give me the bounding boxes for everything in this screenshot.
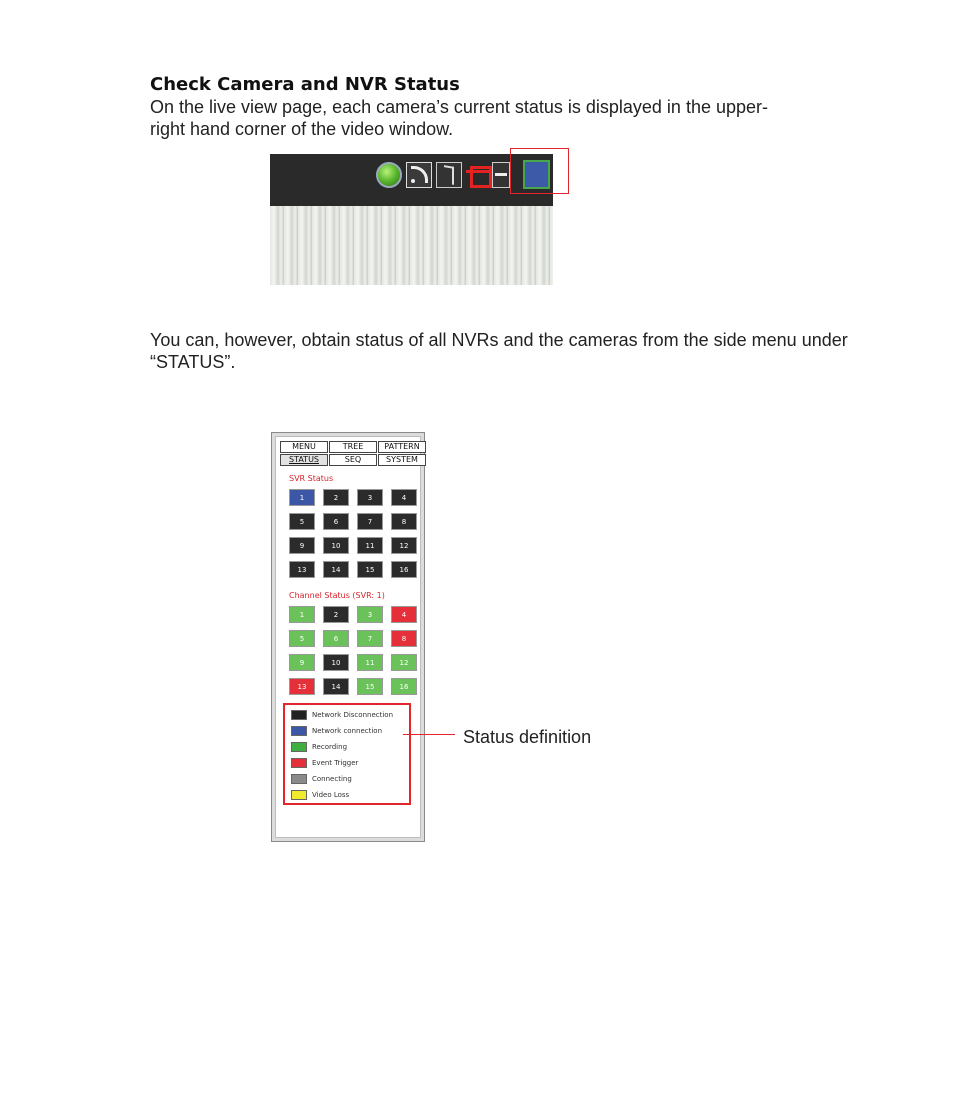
svr-cell-15[interactable]: 15	[357, 561, 383, 578]
channel-cell-2[interactable]: 2	[323, 606, 349, 623]
svr-cell-6[interactable]: 6	[323, 513, 349, 530]
channel-cell-4[interactable]: 4	[391, 606, 417, 623]
legend-item	[291, 725, 382, 736]
channel-cell-8[interactable]: 8	[391, 630, 417, 647]
svr-cell-13[interactable]: 13	[289, 561, 315, 578]
channel-cell-3[interactable]: 3	[357, 606, 383, 623]
tab-seq[interactable]: SEQ	[329, 454, 377, 466]
svr-cell-10[interactable]: 10	[323, 537, 349, 554]
channel-cell-7[interactable]: 7	[357, 630, 383, 647]
svr-cell-1[interactable]: 1	[289, 489, 315, 506]
panel-tabs	[280, 441, 425, 466]
svr-cell-3[interactable]: 3	[357, 489, 383, 506]
svr-cell-14[interactable]: 14	[323, 561, 349, 578]
channel-cell-13[interactable]: 13	[289, 678, 315, 695]
legend-item	[291, 773, 352, 784]
channel-status-title: Channel Status (SVR: 1)	[289, 591, 385, 600]
svr-cell-11[interactable]: 11	[357, 537, 383, 554]
legend-label: Network Disconnection	[312, 710, 394, 719]
legend-item	[291, 757, 358, 768]
legend-swatch	[291, 710, 307, 720]
intro-paragraph: On the live view page, each camera’s current status is displayed in the upper-right hand corner of the video window.	[150, 97, 768, 139]
legend-item	[291, 789, 349, 800]
svr-cell-12[interactable]: 12	[391, 537, 417, 554]
legend-swatch	[291, 726, 307, 736]
status-definition-label: Status definition	[463, 727, 592, 747]
channel-cell-1[interactable]: 1	[289, 606, 315, 623]
tab-tree[interactable]: TREE	[329, 441, 377, 453]
tab-status[interactable]: STATUS	[280, 454, 328, 466]
legend-label: Video Loss	[312, 790, 350, 799]
cursor-icon[interactable]	[436, 162, 462, 188]
channel-status-grid	[289, 606, 417, 695]
legend-swatch	[291, 790, 307, 800]
svr-cell-4[interactable]: 4	[391, 489, 417, 506]
svr-cell-9[interactable]: 9	[289, 537, 315, 554]
status-callout-box	[510, 148, 569, 194]
channel-cell-10[interactable]: 10	[323, 654, 349, 671]
channel-cell-11[interactable]: 11	[357, 654, 383, 671]
channel-cell-14[interactable]: 14	[323, 678, 349, 695]
rss-icon[interactable]	[406, 162, 432, 188]
globe-icon[interactable]	[376, 162, 402, 188]
legend-label: Event Trigger	[312, 758, 359, 767]
legend-label: Network connection	[312, 726, 383, 735]
channel-cell-12[interactable]: 12	[391, 654, 417, 671]
status-legend	[283, 703, 411, 805]
legend-label: Recording	[312, 742, 348, 751]
crop-icon[interactable]	[466, 162, 492, 188]
svr-cell-7[interactable]: 7	[357, 513, 383, 530]
tab-menu[interactable]: MENU	[280, 441, 328, 453]
tab-system[interactable]: SYSTEM	[378, 454, 426, 466]
channel-cell-5[interactable]: 5	[289, 630, 315, 647]
arrows-icon[interactable]	[492, 162, 510, 188]
channel-cell-6[interactable]: 6	[323, 630, 349, 647]
legend-label: Connecting	[312, 774, 352, 783]
svr-status-title: SVR Status	[289, 474, 334, 483]
legend-item	[291, 709, 393, 720]
panel-body	[275, 436, 421, 838]
svr-cell-8[interactable]: 8	[391, 513, 417, 530]
status-side-panel	[271, 432, 425, 842]
status-definition-leader-line	[403, 734, 455, 735]
side-menu-paragraph: You can, however, obtain status of all NVRs and the cameras from the side menu under “STATUS”.	[150, 330, 848, 372]
svr-cell-5[interactable]: 5	[289, 513, 315, 530]
page-heading: Check Camera and NVR Status	[150, 74, 460, 95]
legend-item	[291, 741, 347, 752]
svr-cell-16[interactable]: 16	[391, 561, 417, 578]
channel-cell-9[interactable]: 9	[289, 654, 315, 671]
legend-swatch	[291, 758, 307, 768]
svr-cell-2[interactable]: 2	[323, 489, 349, 506]
legend-swatch	[291, 774, 307, 784]
legend-swatch	[291, 742, 307, 752]
tab-pattern[interactable]: PATTERN	[378, 441, 426, 453]
svr-status-grid	[289, 489, 417, 578]
channel-cell-16[interactable]: 16	[391, 678, 417, 695]
video-window	[270, 206, 553, 285]
channel-cell-15[interactable]: 15	[357, 678, 383, 695]
